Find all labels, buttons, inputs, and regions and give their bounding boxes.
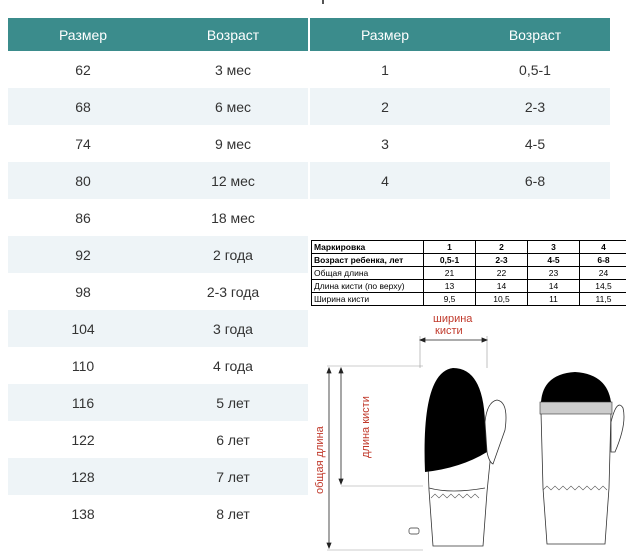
label-hand-width-line1: ширина	[433, 313, 473, 325]
label-hand-width-line2: кисти	[435, 325, 463, 337]
size-cell: 122	[71, 431, 95, 448]
header-size: Размер	[8, 18, 158, 51]
mitten-back-icon	[540, 372, 624, 544]
spec-row	[312, 267, 626, 280]
mitten-spec-table	[311, 240, 626, 306]
size-cell: 1	[381, 61, 389, 78]
size-cell: 86	[75, 209, 91, 226]
table-row	[8, 347, 308, 384]
spec-value-cell: 14	[476, 280, 528, 293]
spec-row	[312, 280, 626, 293]
spec-label-cell: Маркировка	[312, 241, 424, 254]
age-cell: 0,5-1	[519, 61, 551, 78]
age-cell: 5 лет	[158, 384, 308, 421]
spec-label-cell: Возраст ребенка, лет	[312, 254, 424, 267]
age-cell: 3 мес	[214, 61, 252, 78]
table-row	[8, 125, 308, 162]
age-cell: 18 мес	[211, 209, 255, 226]
age-cell: 2-3 года	[206, 283, 260, 300]
age-cell: 12 мес	[158, 162, 308, 199]
size-cell: 74	[75, 135, 91, 152]
table-row	[8, 162, 308, 199]
spec-row	[312, 293, 626, 306]
size-cell: 104	[8, 310, 158, 347]
spec-value-cell: 24	[580, 267, 626, 280]
age-cell: 3 года	[158, 310, 308, 347]
spec-value-cell: 10,5	[476, 293, 528, 306]
age-cell: 6-8	[460, 162, 610, 199]
age-cell: 6 лет	[216, 431, 250, 448]
mitten-measurement-diagram	[311, 312, 626, 556]
spec-value-cell: 11,5	[580, 293, 626, 306]
header-size: Размер	[310, 18, 460, 51]
age-cell: 7 лет	[158, 458, 308, 495]
table-row	[310, 51, 610, 88]
spec-value-cell: 11	[528, 293, 580, 306]
spec-value-cell: 3	[528, 241, 580, 254]
spec-label-cell: Длина кисти (по верху)	[312, 280, 424, 293]
table-row	[8, 236, 308, 273]
table-row	[8, 384, 308, 421]
spec-value-cell: 13	[424, 280, 476, 293]
spec-label-cell: Общая длина	[312, 267, 424, 280]
size-cell: 68	[8, 88, 158, 125]
mitten-front-icon	[409, 368, 506, 546]
table-row	[310, 162, 610, 199]
table-row	[8, 458, 308, 495]
table-row	[8, 273, 308, 310]
size-age-table-mitten	[310, 18, 610, 199]
spec-value-cell: 4-5	[528, 254, 580, 267]
table-row	[8, 495, 308, 532]
top-edge-mark	[322, 0, 324, 4]
table-row	[8, 421, 308, 458]
header-age: Возраст	[460, 18, 610, 51]
size-cell: 3	[381, 135, 389, 152]
spec-row	[312, 254, 626, 267]
table-row	[310, 125, 610, 162]
label-total-length: общая длина	[314, 426, 326, 494]
size-cell: 116	[8, 384, 158, 421]
table-header-row	[310, 18, 610, 51]
spec-value-cell: 14	[528, 280, 580, 293]
size-cell: 2	[310, 88, 460, 125]
spec-value-cell: 21	[424, 267, 476, 280]
spec-row	[312, 241, 626, 254]
table-row	[8, 51, 308, 88]
spec-value-cell: 9,5	[424, 293, 476, 306]
age-cell: 9 мес	[214, 135, 252, 152]
spec-value-cell: 1	[424, 241, 476, 254]
age-cell: 4 года	[213, 357, 253, 374]
spec-value-cell: 0,5-1	[424, 254, 476, 267]
table-row	[8, 199, 308, 236]
size-age-table-infant	[8, 18, 308, 532]
table-row	[8, 310, 308, 347]
spec-label-cell: Ширина кисти	[312, 293, 424, 306]
size-cell: 110	[71, 357, 95, 374]
header-age: Возраст	[158, 18, 308, 51]
spec-value-cell: 6-8	[580, 254, 626, 267]
spec-value-cell: 14,5	[580, 280, 626, 293]
spec-value-cell: 2	[476, 241, 528, 254]
size-cell: 98	[75, 283, 91, 300]
spec-value-cell: 2-3	[476, 254, 528, 267]
spec-value-cell: 22	[476, 267, 528, 280]
table-header-row	[8, 18, 308, 51]
size-cell: 138	[71, 505, 95, 522]
spec-value-cell: 23	[528, 267, 580, 280]
age-cell: 2-3	[460, 88, 610, 125]
size-cell: 4	[310, 162, 460, 199]
age-cell: 4-5	[524, 135, 546, 152]
table-row	[8, 88, 308, 125]
size-cell: 128	[8, 458, 158, 495]
label-hand-length: длина кисти	[360, 396, 372, 458]
age-cell: 6 мес	[158, 88, 308, 125]
age-cell: 2 года	[158, 236, 308, 273]
table-row	[310, 88, 610, 125]
size-cell: 62	[75, 61, 91, 78]
size-cell: 80	[8, 162, 158, 199]
age-cell: 8 лет	[216, 505, 250, 522]
spec-value-cell: 4	[580, 241, 626, 254]
size-cell: 92	[8, 236, 158, 273]
